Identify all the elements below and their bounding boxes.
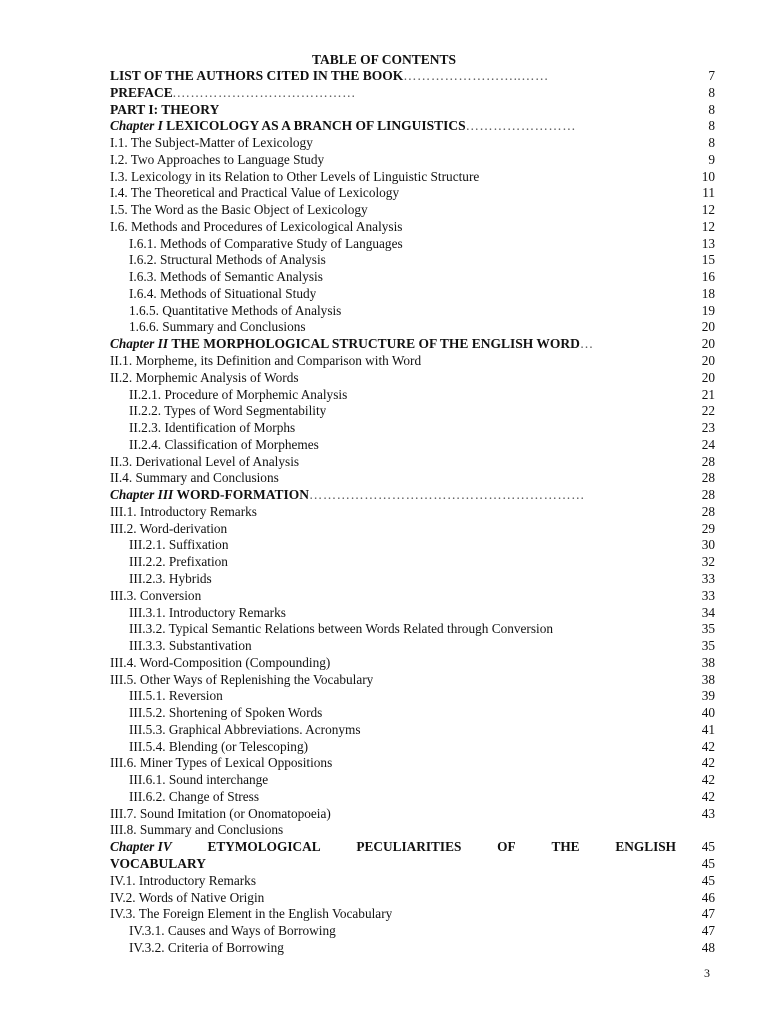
toc-page-number: 29 xyxy=(701,520,715,536)
chapter-label: Chapter IV xyxy=(110,839,172,855)
toc-entry-text xyxy=(110,319,306,336)
toc-entry-title: I.6.4. Methods of Situational Study xyxy=(129,285,317,301)
toc-entry-title: III.6.1. Sound interchange xyxy=(129,772,269,788)
toc-entry xyxy=(110,672,715,689)
toc-page-number: 38 xyxy=(701,671,715,687)
toc-entry-text xyxy=(110,688,223,705)
toc-page-number: 32 xyxy=(701,554,715,570)
toc-page-number: 22 xyxy=(701,403,715,419)
leader-dots: ……………………..…… xyxy=(403,68,549,83)
toc-entry xyxy=(110,806,715,823)
toc-entry xyxy=(110,571,715,588)
toc-page-number: 40 xyxy=(701,705,715,721)
toc-entry xyxy=(110,755,715,772)
toc-page-number: 45 xyxy=(701,839,715,855)
toc-entry-text xyxy=(110,454,299,471)
toc-entry-text xyxy=(110,890,264,907)
toc-entry-text xyxy=(110,722,361,739)
toc-entry-title: III.3.1. Introductory Remarks xyxy=(129,604,286,620)
toc-entry-title: III.2.2. Prefixation xyxy=(129,554,228,570)
toc-entry-text xyxy=(110,68,549,85)
toc-entry-text xyxy=(110,437,319,454)
toc-entry-title: I.4. The Theoretical and Practical Value of Lexicology xyxy=(110,185,400,201)
toc-entry-text xyxy=(110,420,295,437)
toc-entry-text xyxy=(110,135,313,152)
toc-page-number: 41 xyxy=(701,721,715,737)
toc-entry-text xyxy=(110,772,268,789)
toc-page-number: 8 xyxy=(708,101,715,117)
toc-entry-title: II.2.1. Procedure of Morphemic Analysis xyxy=(129,386,348,402)
toc-entry-text xyxy=(110,85,356,102)
toc-page-number: 35 xyxy=(701,638,715,654)
toc-entry-text xyxy=(110,638,252,655)
toc-entry-title: III.2. Word-derivation xyxy=(110,520,228,536)
toc-entry-text xyxy=(110,705,322,722)
toc-entry xyxy=(110,336,715,353)
toc-entry-title: I.2. Two Approaches to Language Study xyxy=(110,151,325,167)
chapter-title-word: OF xyxy=(497,839,516,855)
toc-entry xyxy=(110,387,715,404)
toc-entry-text xyxy=(110,672,373,689)
toc-entry xyxy=(110,102,715,119)
page-number: 3 xyxy=(704,966,710,980)
toc-entry xyxy=(110,219,715,236)
toc-entry-title: PART I: THEORY xyxy=(110,101,220,117)
toc-entry xyxy=(110,437,715,454)
toc-entry-title: III.5.1. Reversion xyxy=(129,688,223,704)
toc-page-number: 9 xyxy=(708,151,715,167)
toc-entry-text xyxy=(110,403,326,420)
toc-entry-text xyxy=(110,202,368,219)
toc-entry xyxy=(110,789,715,806)
toc-entry-text xyxy=(110,269,323,286)
toc-entry-text xyxy=(110,487,585,504)
toc-page-number: 8 xyxy=(708,84,715,100)
toc-entry xyxy=(110,504,715,521)
toc-entry xyxy=(110,906,715,923)
toc-page-number: 28 xyxy=(701,487,715,503)
toc-entry xyxy=(110,856,715,873)
toc-page-number: 21 xyxy=(701,386,715,402)
toc-entry xyxy=(110,655,715,672)
toc-entry-text xyxy=(110,839,676,856)
leader-dots: …………………… xyxy=(465,118,576,134)
toc-entry-text xyxy=(110,806,331,823)
toc-page-number: 35 xyxy=(701,621,715,637)
toc-entry-title: III.4. Word-Composition (Compounding) xyxy=(110,654,331,670)
toc-entry-text xyxy=(110,856,206,873)
toc-entry xyxy=(110,85,715,102)
toc-page-number: 28 xyxy=(701,453,715,469)
toc-page-number: 19 xyxy=(701,302,715,318)
chapter-title-word: ENGLISH xyxy=(615,839,676,855)
toc-entry xyxy=(110,370,715,387)
page-title: TABLE OF CONTENTS xyxy=(311,52,457,67)
toc-entry-text xyxy=(110,655,330,672)
toc-entry-title: I.3. Lexicology in its Relation to Other Levels of Linguistic Structure xyxy=(110,168,480,184)
toc-entry-title: I.6. Methods and Procedures of Lexicological Analysis xyxy=(110,218,403,234)
toc-entry xyxy=(110,152,715,169)
toc-entry-title: IV.1. Introductory Remarks xyxy=(110,872,256,888)
toc-entry-text xyxy=(110,370,299,387)
toc-entry-text xyxy=(110,118,576,135)
toc-entry xyxy=(110,554,715,571)
toc-entry xyxy=(110,202,715,219)
chapter-title: THE MORPHOLOGICAL STRUCTURE OF THE ENGLISH WORD xyxy=(171,336,580,352)
chapter-label: Chapter III xyxy=(110,487,174,503)
toc-page-number: 28 xyxy=(701,470,715,486)
toc-entry-text xyxy=(110,739,308,756)
chapter-title-word: PECULIARITIES xyxy=(356,839,462,855)
toc-entry xyxy=(110,688,715,705)
toc-entry-title: III.3.3. Substantivation xyxy=(129,638,252,654)
toc-entry-title: III.5. Other Ways of Replenishing the Vocabulary xyxy=(110,671,374,687)
toc-entry-text xyxy=(110,286,316,303)
toc-page-number: 13 xyxy=(701,235,715,251)
toc-page-number: 39 xyxy=(701,688,715,704)
toc-entry-title: III.3.2. Typical Semantic Relations between Words Related through Conversion xyxy=(129,621,554,637)
toc-page-number: 45 xyxy=(701,855,715,871)
toc-page-number: 20 xyxy=(701,369,715,385)
toc-entry-text xyxy=(110,873,256,890)
toc-entry-title: III.2.3. Hybrids xyxy=(129,570,212,586)
toc-entry xyxy=(110,403,715,420)
toc-page-number: 48 xyxy=(701,939,715,955)
toc-entry-text xyxy=(110,219,402,236)
toc-page-number: 46 xyxy=(701,889,715,905)
toc-entry-title: II.1. Morpheme, its Definition and Comparison with Word xyxy=(110,353,422,369)
toc-entry-text xyxy=(110,185,399,202)
chapter-title-word: ETYMOLOGICAL xyxy=(207,839,321,855)
toc-entry-title: VOCABULARY xyxy=(110,855,207,871)
toc-entry-title: II.3. Derivational Level of Analysis xyxy=(110,453,300,469)
toc-entry-text xyxy=(110,822,283,839)
toc-page-number: 42 xyxy=(701,772,715,788)
toc-entry xyxy=(110,873,715,890)
toc-entry xyxy=(110,269,715,286)
chapter-title-word: THE xyxy=(551,839,580,855)
toc-entry-text xyxy=(110,470,279,487)
toc-entry xyxy=(110,537,715,554)
toc-entry xyxy=(110,705,715,722)
toc-entry-title: I.5. The Word as the Basic Object of Lexicology xyxy=(110,202,368,218)
toc-entry xyxy=(110,638,715,655)
toc-entry-text xyxy=(110,252,326,269)
toc-entry xyxy=(110,487,715,504)
toc-entry-title: 1.6.6. Summary and Conclusions xyxy=(129,319,306,335)
toc-entry-title: PREFACE xyxy=(110,84,173,100)
toc-page-number: 8 xyxy=(708,135,715,151)
toc-entry-title: III.5.2. Shortening of Spoken Words xyxy=(129,705,323,721)
toc-entry-title: III.6. Miner Types of Lexical Oppositions xyxy=(110,755,333,771)
toc-entry xyxy=(110,605,715,622)
table-of-contents xyxy=(110,68,715,957)
toc-entry-text xyxy=(110,755,332,772)
toc-entry-text xyxy=(110,923,336,940)
toc-page-number: 47 xyxy=(701,906,715,922)
toc-entry xyxy=(110,890,715,907)
toc-entry xyxy=(110,303,715,320)
chapter-label: Chapter I xyxy=(110,118,163,134)
toc-entry xyxy=(110,353,715,370)
toc-page-number: 42 xyxy=(701,738,715,754)
leader-dots: … xyxy=(579,336,594,352)
toc-entry-title: III.5.4. Blending (or Telescoping) xyxy=(129,738,309,754)
toc-entry-text xyxy=(110,571,212,588)
toc-entry-title: IV.3.2. Criteria of Borrowing xyxy=(129,939,284,955)
toc-entry-title: IV.3.1. Causes and Ways of Borrowing xyxy=(129,923,336,939)
toc-entry-text xyxy=(110,906,392,923)
toc-page-number: 20 xyxy=(701,353,715,369)
toc-entry xyxy=(110,118,715,135)
toc-entry xyxy=(110,772,715,789)
toc-entry-title: III.3. Conversion xyxy=(110,587,202,603)
toc-page-number: 45 xyxy=(701,872,715,888)
toc-entry xyxy=(110,722,715,739)
toc-entry xyxy=(110,588,715,605)
toc-page-number: 15 xyxy=(701,252,715,268)
toc-entry-title: III.5.3. Graphical Abbreviations. Acronyms xyxy=(129,721,361,737)
toc-page-number: 24 xyxy=(701,436,715,452)
toc-page-number: 18 xyxy=(701,285,715,301)
toc-page-number: 43 xyxy=(701,805,715,821)
toc-entry xyxy=(110,470,715,487)
toc-entry-text xyxy=(110,102,219,119)
toc-entry-title: IV.2. Words of Native Origin xyxy=(110,889,265,905)
toc-entry-title: II.4. Summary and Conclusions xyxy=(110,470,279,486)
toc-entry xyxy=(110,236,715,253)
leader-dots: .………………………………… xyxy=(172,84,356,100)
chapter-title: LEXICOLOGY AS A BRANCH OF LINGUISTICS xyxy=(166,118,466,134)
toc-entry xyxy=(110,521,715,538)
toc-entry xyxy=(110,739,715,756)
toc-entry-text xyxy=(110,521,227,538)
toc-entry-title: IV.3. The Foreign Element in the English Vocabulary xyxy=(110,906,393,922)
toc-page-number: 38 xyxy=(701,654,715,670)
toc-page-number: 42 xyxy=(701,788,715,804)
toc-entry-text xyxy=(110,387,347,404)
toc-page-number: 10 xyxy=(701,168,715,184)
toc-entry-text xyxy=(110,537,228,554)
toc-entry-title: III.6.2. Change of Stress xyxy=(129,788,259,804)
toc-page-number: 12 xyxy=(701,218,715,234)
chapter-title: WORD-FORMATION xyxy=(176,487,310,503)
toc-entry-text xyxy=(110,605,286,622)
toc-entry xyxy=(110,68,715,85)
toc-entry-title: 1.6.5. Quantitative Methods of Analysis xyxy=(129,302,342,318)
toc-page-number: 8 xyxy=(708,118,715,134)
toc-entry-title: III.1. Introductory Remarks xyxy=(110,503,257,519)
toc-entry xyxy=(110,135,715,152)
toc-page-number: 11 xyxy=(702,185,715,201)
toc-page-number: 33 xyxy=(701,587,715,603)
toc-entry-title: I.6.1. Methods of Comparative Study of Languages xyxy=(129,235,403,251)
toc-entry-text xyxy=(110,152,324,169)
toc-entry xyxy=(110,169,715,186)
toc-page-number: 16 xyxy=(701,269,715,285)
toc-page-number: 20 xyxy=(701,336,715,352)
toc-entry xyxy=(110,252,715,269)
toc-page-number: 28 xyxy=(701,503,715,519)
toc-entry-text xyxy=(110,940,284,957)
toc-entry xyxy=(110,185,715,202)
toc-entry xyxy=(110,286,715,303)
toc-entry xyxy=(110,923,715,940)
toc-entry-title: III.7. Sound Imitation (or Onomatopoeia) xyxy=(110,805,331,821)
toc-entry-title: I.6.2. Structural Methods of Analysis xyxy=(129,252,326,268)
toc-entry xyxy=(110,319,715,336)
toc-entry-text xyxy=(110,554,228,571)
toc-entry-title: II.2.2. Types of Word Segmentability xyxy=(129,403,327,419)
toc-page-number: 7 xyxy=(708,68,715,83)
toc-entry-text xyxy=(110,789,259,806)
toc-entry-text xyxy=(110,336,594,353)
toc-page-number: 33 xyxy=(701,570,715,586)
toc-entry xyxy=(110,454,715,471)
toc-entry xyxy=(110,621,715,638)
toc-entry-text xyxy=(110,504,257,521)
toc-entry-text xyxy=(110,353,421,370)
toc-entry-text xyxy=(110,236,403,253)
toc-entry-text xyxy=(110,588,201,605)
toc-entry-text xyxy=(110,169,479,186)
leader-dots: …………………………………………………… xyxy=(309,487,585,503)
toc-page-number: 34 xyxy=(701,604,715,620)
chapter-label: Chapter II xyxy=(110,336,169,352)
toc-page-number: 30 xyxy=(701,537,715,553)
toc-entry-title: LIST OF THE AUTHORS CITED IN THE BOOK xyxy=(110,68,404,83)
toc-entry-text xyxy=(110,621,553,638)
toc-entry-title: II.2. Morphemic Analysis of Words xyxy=(110,369,299,385)
toc-entry-title: II.2.3. Identification of Morphs xyxy=(129,420,296,436)
toc-entry-title: III.2.1. Suffixation xyxy=(129,537,229,553)
toc-entry xyxy=(110,822,715,839)
toc-page-number: 20 xyxy=(701,319,715,335)
toc-entry xyxy=(110,940,715,957)
toc-entry-title: III.8. Summary and Conclusions xyxy=(110,822,284,838)
toc-page-number: 47 xyxy=(701,923,715,939)
toc-entry xyxy=(110,839,715,856)
toc-entry-title: II.2.4. Classification of Morphemes xyxy=(129,436,319,452)
toc-entry xyxy=(110,420,715,437)
toc-entry-title: I.6.3. Methods of Semantic Analysis xyxy=(129,269,323,285)
toc-entry-text xyxy=(110,303,341,320)
toc-page-number: 12 xyxy=(701,202,715,218)
toc-entry-title: I.1. The Subject-Matter of Lexicology xyxy=(110,135,313,151)
toc-page-number: 42 xyxy=(701,755,715,771)
toc-page-number: 23 xyxy=(701,420,715,436)
